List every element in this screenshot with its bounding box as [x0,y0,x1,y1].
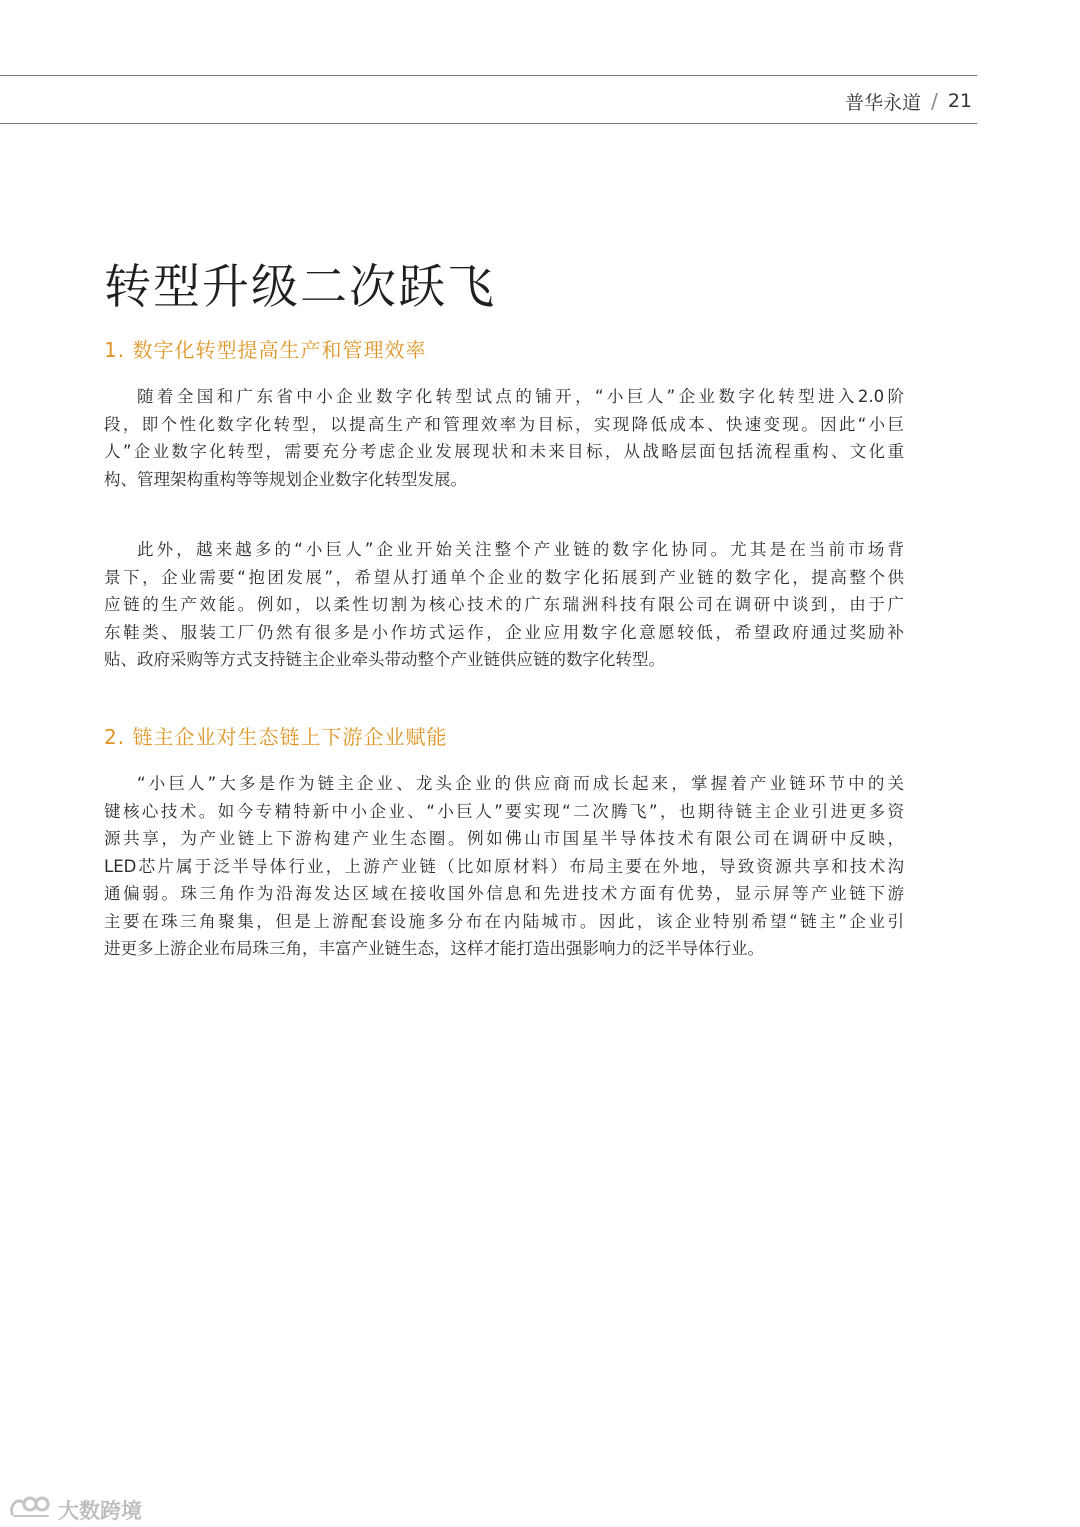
paragraph-line: 随着全国和广东省中小企业数字化转型试点的铺开，“小巨人”企业数字化转型进入2.0阶 [137,387,904,406]
paragraph-line: 人”企业数字化转型，需要充分考虑企业发展现状和未来目标，从战略层面包括流程重构、文化重 [104,442,904,461]
paragraph-line: 通偏弱。珠三角作为沿海发达区域在接收国外信息和先进技术方面有优势，显示屏等产业链下游 [104,884,904,903]
paragraph-line: 应链的生产效能。例如，以柔性切割为核心技术的广东瑞洲科技有限公司在调研中谈到，由于广 [104,595,904,614]
page-number: 21 [947,90,972,112]
watermark-text: 大数跨境 [58,1498,142,1523]
paragraph-1 [104,383,904,493]
paragraph-line: 进更多上游企业布局珠三角，丰富产业链生态，这样才能打造出强影响力的泛半导体行业。 [104,939,764,958]
paragraph-line: 此外，越来越多的“小巨人”企业开始关注整个产业链的数字化协同。尤其是在当前市场背 [137,540,904,559]
page-title: 转型升级二次跃飞 [104,260,496,315]
dashujukuajing-logo-icon [8,1494,52,1525]
paragraph-line: LED芯片属于泛半导体行业，上游产业链（比如原材料）布局主要在外地，导致资源共享和技术沟 [104,856,904,876]
paragraph-2 [104,536,904,674]
paragraph-line: 景下，企业需要“抱团发展”，希望从打通单个企业的数字化拓展到产业链的数字化，提高整个供 [104,567,904,587]
watermark [8,1494,142,1525]
running-head [845,88,972,114]
paragraph-line: 段，即个性化数字化转型，以提高生产和管理效率为目标，实现降低成本、快速变现。因此“小巨 [104,414,904,434]
paragraph-line: 东鞋类、服装工厂仍然有很多是小作坊式运作，企业应用数字化意愿较低，希望政府通过奖励补 [104,622,904,642]
paragraph-line: 源共享，为产业链上下游构建产业生态圈。例如佛山市国星半导体技术有限公司在调研中反映， [104,829,904,848]
section-heading-1: 1. 数字化转型提高生产和管理效率 [104,338,427,362]
paragraph-line: 主要在珠三角聚集，但是上游配套设施多分布在内陆城市。因此，该企业特别希望“链主”企业引 [104,911,904,931]
paragraph-line: 贴、政府采购等方式支持链主企业牵头带动整个产业链供应链的数字化转型。 [104,650,665,669]
paragraph-3 [104,770,904,963]
header-bottom-rule [0,123,977,124]
paragraph-line: 构、管理架构重构等等规划企业数字化转型发展。 [104,469,467,489]
paragraph-line: 键核心技术。如今专精特新中小企业、“小巨人”要实现“二次腾飞”，也期待链主企业引进更多资 [104,801,904,821]
header-top-rule [0,75,977,76]
publisher-name: 普华永道 [845,91,922,114]
paragraph-line: “小巨人”大多是作为链主企业、龙头企业的供应商而成长起来，掌握着产业链环节中的关 [137,774,904,793]
section-heading-2: 2. 链主企业对生态链上下游企业赋能 [104,725,448,749]
header-separator: / [931,89,938,113]
